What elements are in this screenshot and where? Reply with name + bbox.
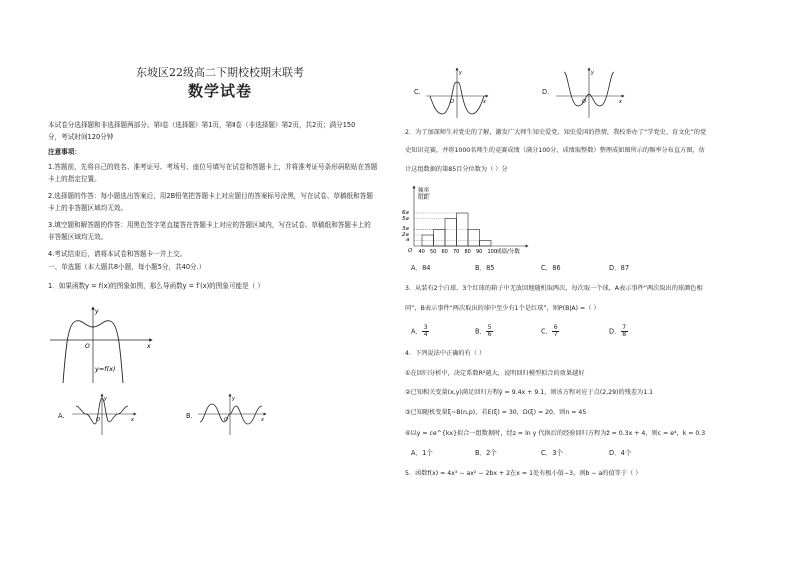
q1-option-c-label: C. xyxy=(414,88,421,96)
section-heading: 一、单选题（本大题共8小题，每小题5分，共40分.） xyxy=(48,263,206,271)
note-4: 4.考试结束后，请将本试卷和答题卡一并上交。 xyxy=(48,250,187,258)
q4-option-a: A．1个 xyxy=(411,449,433,457)
q1-option-a-graph xyxy=(70,392,138,436)
svg-text:y: y xyxy=(232,396,235,402)
svg-text:O: O xyxy=(582,99,586,105)
hist-ytick-a: a xyxy=(406,237,410,243)
q1-option-c-graph xyxy=(424,66,490,120)
q1-option-b-label: B. xyxy=(186,412,193,420)
origin-label: O xyxy=(85,343,90,350)
q4-statement-3: ③已知随机变量ξ~B(n,p)，若E(ξ) = 30，D(ξ) = 20，则n = 45 xyxy=(405,409,587,416)
hist-bar xyxy=(445,219,457,247)
q3-line-2: 同”，B表示事件“两次取出的球中至少有1个是红球”，则P(B|A) =（ ） xyxy=(405,305,600,312)
q3-option-d: D． $\frac{7}{8}$ xyxy=(609,324,627,338)
svg-text:y: y xyxy=(591,70,594,76)
q1-main-graph xyxy=(48,305,158,385)
y-label: y xyxy=(95,308,99,315)
q1-option-d-label: D. xyxy=(542,88,550,96)
note-1a: 1.答题前，先将自己的姓名、准考证号、考场号、座位号填写在试卷和答题卡上，并将准考证号条形码粘贴在答题 xyxy=(48,163,378,171)
svg-text:x: x xyxy=(261,417,264,423)
note-1b: 卡上的指定位置。 xyxy=(48,175,101,183)
hist-ytick-6a: 6a xyxy=(402,210,409,216)
hist-x-tick: 60 xyxy=(441,249,448,255)
hist-ytick-2a: 2a xyxy=(402,232,409,238)
hist-ytick-3a: 3a xyxy=(402,226,409,232)
q1-option-d-graph xyxy=(554,66,626,120)
exam-title: 数学试卷 xyxy=(188,82,253,100)
hist-ylabel-2: 组距 xyxy=(418,195,430,201)
hist-x-unit: 成绩/分数 xyxy=(496,249,520,255)
function-label: y=f(x) xyxy=(95,365,116,373)
q3-line-1: 3．从装有2个白球，3个红球的箱子中无放回地随机取两次，每次取一个球，A表示事件“两次取出的球颜色相 xyxy=(405,285,703,292)
q2-option-a: A．84 xyxy=(411,264,431,272)
svg-text:y: y xyxy=(459,70,462,76)
hist-origin: O xyxy=(408,248,413,254)
q4-stem: 4．下列说法中正确的有（ ） xyxy=(405,350,486,357)
note-3a: 3.填空题和解答题的作答：用黑色签字笔直接答在答题卡上对应的答题区域内，写在试卷、草稿纸和答题卡上的 xyxy=(48,221,371,229)
svg-text:x: x xyxy=(619,99,622,105)
hist-bar xyxy=(468,230,480,247)
hist-bars xyxy=(414,213,491,246)
note-2b: 卡上的非答题区域均无效。 xyxy=(48,204,128,212)
q4-option-d: D．4个 xyxy=(609,449,632,457)
question-1-stem: 1．如果函数y = f(x)的图象如图，那么导函数y = f′(x)的图象可能是（ ） xyxy=(48,282,265,290)
q4-option-b: B．2个 xyxy=(475,449,497,457)
q4-statement-4: ④以y = ce^{kx}拟合一组数据时，经z = ln y 代换后的经验回归方程为ẑ = 0.3x + 4，则c = e⁴，k = 0.3 xyxy=(405,430,706,437)
q3-option-a: A． $\frac{3}{4}$ xyxy=(411,324,428,338)
hist-x-tick: 100 xyxy=(487,249,498,255)
svg-text:O: O xyxy=(450,99,454,105)
q2-line-2: 史知识竞赛，并将1000名师生的竞赛成绩（满分100分，成绩取整数）整理成如图所示的频率分布直方图，估 xyxy=(405,147,705,154)
svg-text:x: x xyxy=(483,99,486,105)
x-label: x xyxy=(147,343,151,350)
hist-bar xyxy=(434,230,446,247)
q4-option-c: C．3个 xyxy=(541,449,563,457)
hist-x-tick: 70 xyxy=(453,249,460,255)
hist-x-tick: 80 xyxy=(464,249,471,255)
exam-subtitle: 东坡区22级高二下期校校期末联考 xyxy=(136,66,304,79)
q1-option-b-graph xyxy=(196,392,268,436)
q2-option-b: B．85 xyxy=(475,264,495,272)
q1-option-a-label: A. xyxy=(58,412,65,420)
q3-option-c: C． $\frac{6}{7}$ xyxy=(541,324,558,338)
hist-x-tick: 40 xyxy=(418,249,425,255)
hist-ylabel-1: 频率 xyxy=(418,188,430,194)
q4-statement-1: ①在回归分析中，决定系数R²越大，说明回归模型拟合的效果越好 xyxy=(405,370,585,377)
svg-text:O: O xyxy=(96,417,100,423)
intro-line-1: 本试卷分选择题和非选择题两部分。第Ⅰ卷（选择题）第1页，第Ⅱ卷（非选择题）第2页，共2页；满分150 xyxy=(48,121,356,129)
hist-x-tick: 50 xyxy=(430,249,437,255)
q5-stem: 5．函数f(x) = 4x³ − ax² − 2bx + 2在x = 1处有极小值−3，则b − a的值等于（ ） xyxy=(405,470,642,477)
hist-x-tick: 90 xyxy=(476,249,483,255)
q2-option-d: D．87 xyxy=(609,264,630,272)
note-2a: 2.选择题的作答：每小题选出答案后，用2B铅笔把答题卡上对应题目的答案标号涂黑，写在试卷、草稿纸和答题 xyxy=(48,192,373,200)
intro-line-2: 分，考试时间120分钟 xyxy=(48,133,114,141)
q2-line-3: 计这组数据的第85百分位数为（ ）分 xyxy=(405,166,508,173)
q2-histogram xyxy=(400,184,530,260)
hist-x-ticks xyxy=(419,249,498,255)
svg-text:y: y xyxy=(104,396,107,402)
svg-text:O: O xyxy=(224,417,228,423)
q2-line-1: 2．为了加深师生对党史的了解，激发广大师生知史爱党、知史爱国的热情，我校举办了“学党史、育文化”的党 xyxy=(405,129,707,136)
hist-bar xyxy=(480,241,492,247)
notes-title: 注意事项： xyxy=(48,148,81,156)
q2-option-c: C．86 xyxy=(541,264,561,272)
q4-statement-2: ②已知相关变量(x,y)满足回归方程ŷ = 9.4x + 9.1，则该方程对应于点(2,29)的残差为1.1 xyxy=(405,389,654,396)
hist-ytick-5a: 5a xyxy=(402,216,409,222)
q3-option-b: B． $\frac{5}{6}$ xyxy=(475,324,492,338)
note-3b: 非答题区域均无效。 xyxy=(48,233,108,241)
svg-text:x: x xyxy=(131,417,134,423)
